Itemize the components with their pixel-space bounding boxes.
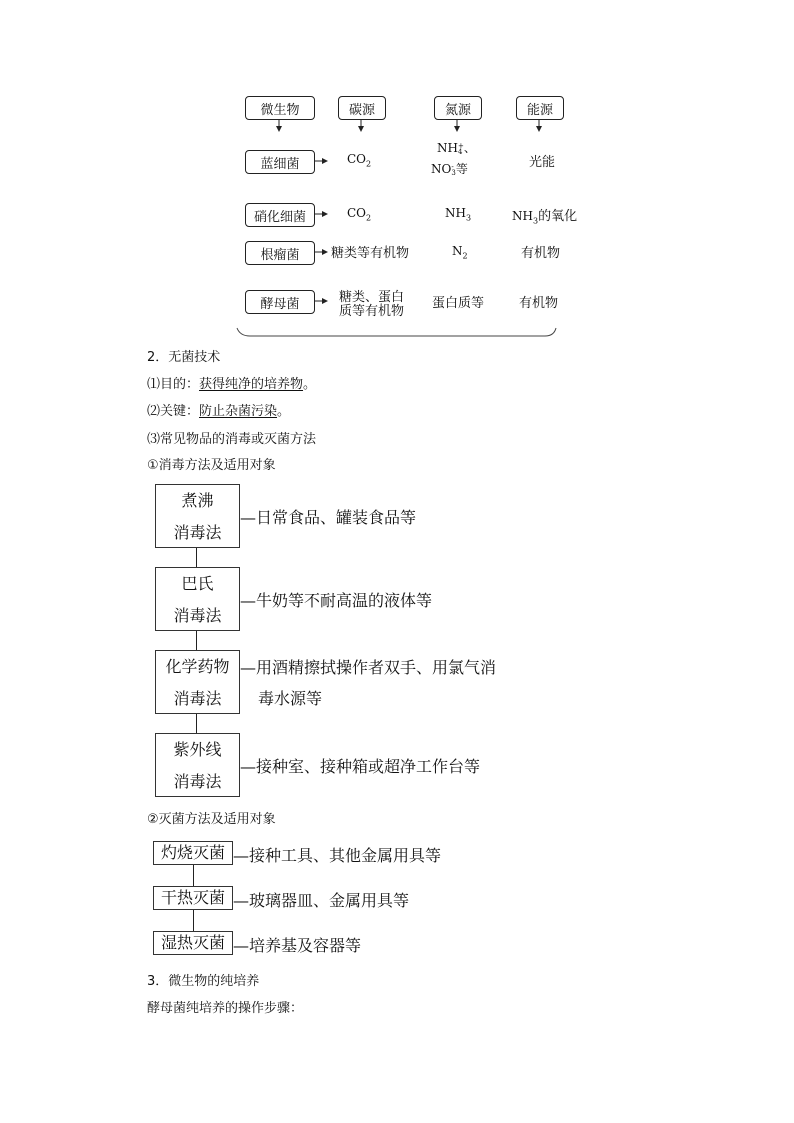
row3-carbon: 糖类等有机物 (331, 246, 410, 261)
row3-energy: 有机物 (521, 246, 561, 261)
header-microbe: 微生物 (245, 96, 315, 120)
disinfection-box-chemical: 化学药物 消毒法 (155, 650, 240, 714)
row-box-rhizobium: 根瘤菌 (245, 241, 315, 265)
row1-energy: 光能 (529, 155, 556, 170)
sterilization-use-flame: —接种工具、其他金属用具等 (233, 846, 442, 865)
row-box-cyanobacteria: 蓝细菌 (245, 150, 315, 174)
disinfection-use-boiling: —日常食品、罐装食品等 (240, 508, 417, 527)
section3-title: 3．微生物的纯培养 (147, 974, 260, 989)
header-nitrogen: 氮源 (434, 96, 482, 120)
sterilization-box-dry: 干热灭菌 (153, 886, 233, 910)
row-box-yeast: 酵母菌 (245, 290, 315, 314)
bottom-brace (237, 328, 556, 336)
row1-nitrogen-b: NO- 3等 (431, 162, 468, 177)
sterilization-title: ②灭菌方法及适用对象 (147, 812, 276, 827)
key-line: ⑵关键：防止杂菌污染。 (147, 404, 291, 419)
sterilization-use-moist: —培养基及容器等 (233, 936, 362, 955)
sterilization-box-flame: 灼烧灭菌 (153, 841, 233, 865)
disinfection-box-boiling: 煮沸 消毒法 (155, 484, 240, 548)
row1-nitrogen-a: NH+ 4、 (437, 141, 476, 156)
row1-carbon: $CO_2$ (347, 152, 372, 169)
disinfection-box-uv: 紫外线 消毒法 (155, 733, 240, 797)
row4-carbon-line2: 质等有机物 (339, 304, 405, 319)
row4-nitrogen: 蛋白质等 (432, 296, 485, 311)
row4-carbon-line1: 糖类、蛋白 (339, 290, 405, 305)
methods-title: ⑶常见物品的消毒或灭菌方法 (147, 432, 317, 447)
row3-nitrogen: $N_2$ (452, 244, 468, 261)
header-energy: 能源 (516, 96, 564, 120)
disinfection-use-chemical-2: 毒水源等 (258, 689, 323, 708)
row2-energy: $NH_3$的氧化 (512, 209, 578, 226)
disinfection-title: ①消毒方法及适用对象 (147, 458, 276, 473)
section2-title: 2．无菌技术 (147, 350, 221, 365)
disinfection-use-pasteur: —牛奶等不耐高温的液体等 (240, 591, 433, 610)
sterilization-box-moist: 湿热灭菌 (153, 931, 233, 955)
row2-carbon: $CO_2$ (347, 206, 372, 223)
disinfection-use-uv: —接种室、接种箱或超净工作台等 (240, 757, 481, 776)
row-box-nitrifying: 硝化细菌 (245, 203, 315, 227)
sterilization-use-dry: —玻璃器皿、金属用具等 (233, 891, 410, 910)
header-carbon: 碳源 (338, 96, 386, 120)
disinfection-use-chemical-1: —用酒精擦拭操作者双手、用氯气消 (240, 658, 497, 677)
section3-subtitle: 酵母菌纯培养的操作步骤： (147, 1001, 304, 1016)
disinfection-box-pasteur: 巴氏 消毒法 (155, 567, 240, 631)
purpose-line: ⑴目的：获得纯净的培养物。 (147, 377, 317, 392)
row2-nitrogen: $NH_3$ (445, 206, 472, 223)
row4-energy: 有机物 (519, 296, 559, 311)
